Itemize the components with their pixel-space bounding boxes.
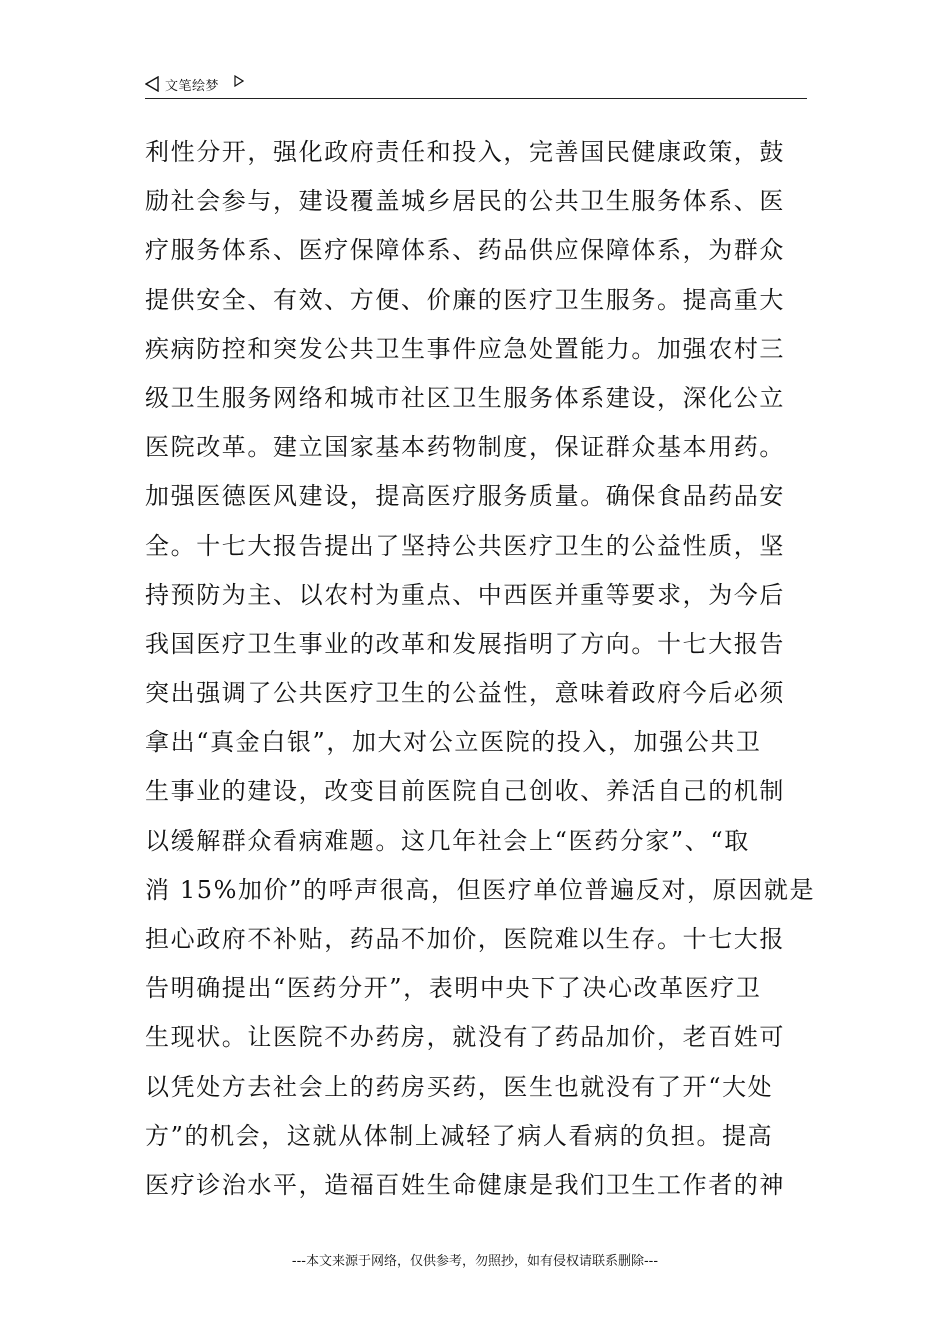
text-line: 提供安全、有效、方便、价廉的医疗卫生服务。提高重大 <box>145 285 785 314</box>
text-line: 级卫生服务网络和城市社区卫生服务体系建设，深化公立 <box>145 383 785 412</box>
text-line: 告明确提出“医药分开”，表明中央下了决心改革医疗卫 <box>145 974 762 1003</box>
text-line: 疗服务体系、医疗保障体系、药品供应保障体系，为群众 <box>145 236 785 265</box>
text-line: 方”的机会，这就从体制上减轻了病人看病的负担。提高 <box>145 1121 774 1150</box>
page-header <box>145 72 807 99</box>
body-text <box>145 128 816 1210</box>
text-line: 突出强调了公共医疗卫生的公益性，意味着政府今后必须 <box>145 679 785 708</box>
text-line: 医疗诊治水平，造福百姓生命健康是我们卫生工作者的神 <box>145 1170 785 1199</box>
text-line: 拿出“真金白银”，加大对公立医院的投入，加强公共卫 <box>145 728 762 757</box>
text-line: 励社会参与，建设覆盖城乡居民的公共卫生服务体系、医 <box>145 187 785 216</box>
text-line: 消 15%加价”的呼声很高，但医疗单位普遍反对，原因就是 <box>145 875 816 904</box>
header-title: 文笔绘梦 <box>165 79 220 94</box>
text-line: 以凭处方去社会上的药房买药，医生也就没有了开“大处 <box>145 1072 774 1101</box>
footer-disclaimer: ---本文来源于网络，仅供参考，勿照抄，如有侵权请联系删除--- <box>291 1254 659 1269</box>
text-line: 利性分开，强化政府责任和投入，完善国民健康政策，鼓 <box>145 138 785 166</box>
text-line: 生现状。让医院不办药房，就没有了药品加价，老百姓可 <box>145 1023 785 1052</box>
text-line: 担心政府不补贴，药品不加价，医院难以生存。十七大报 <box>145 925 785 953</box>
left-triangle-icon <box>145 76 159 92</box>
right-triangle-icon <box>234 75 244 87</box>
text-line: 以缓解群众看病难题。这几年社会上“医药分家”、“取 <box>145 826 750 855</box>
text-line: 医院改革。建立国家基本药物制度，保证群众基本用药。 <box>145 433 785 462</box>
text-line: 疾病防控和突发公共卫生事件应急处置能力。加强农村三 <box>145 334 785 363</box>
text-line: 加强医德医风建设，提高医疗服务质量。确保食品药品安 <box>145 482 785 511</box>
text-line: 生事业的建设，改变目前医院自己创收、养活自己的机制 <box>145 777 785 806</box>
text-line: 我国医疗卫生事业的改革和发展指明了方向。十七大报告 <box>145 629 785 658</box>
text-line: 全。十七大报告提出了坚持公共医疗卫生的公益性质，坚 <box>145 531 785 560</box>
text-line: 持预防为主、以农村为重点、中西医并重等要求，为今后 <box>145 580 785 609</box>
